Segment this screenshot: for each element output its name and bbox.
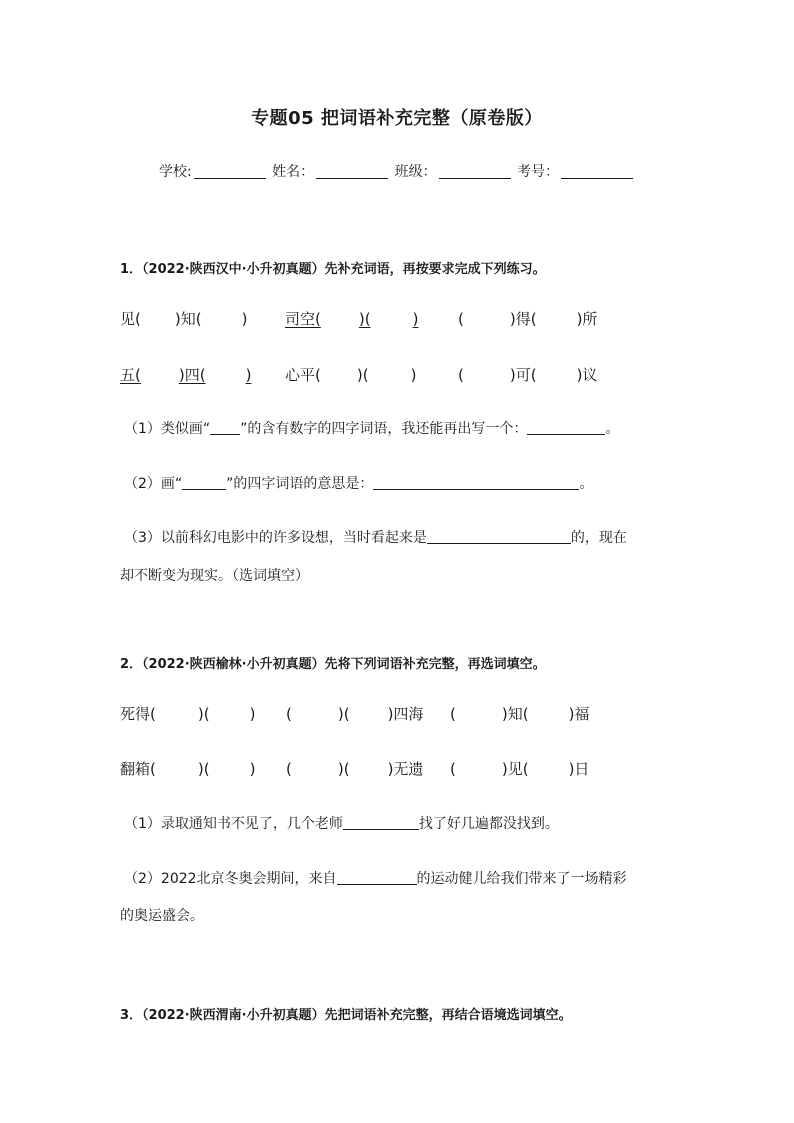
q1-sub2: （2）画“ ”的四字词语的意思是： 。: [124, 476, 594, 492]
q2-row1-item2: ( )( )四海: [286, 705, 424, 723]
q1-sub1-answer-blank[interactable]: [527, 419, 605, 435]
q2-sub2-answer-blank[interactable]: [337, 869, 417, 885]
q1-row1-item1: 见( )知( ): [120, 310, 248, 328]
q2-sub2-line2: 的奥运盛会。: [120, 908, 204, 924]
q1-row2-item1-underlined: 五( )四( ): [120, 366, 252, 384]
q1-row2-item3: ( )可( )议: [458, 366, 598, 384]
q1-sub2-answer-blank[interactable]: [373, 474, 579, 490]
q2-row2-item3: ( )见( )日: [450, 760, 590, 778]
school-label: 学校:: [158, 164, 192, 180]
q2-sub1: （1）录取通知书不见了，几个老师 找了好几遍都没找到。: [124, 816, 559, 832]
name-label: 姓名：: [272, 164, 315, 180]
q2-row1-item3: ( )知( )福: [450, 705, 590, 723]
q1-row2-item2: 心平( )( ): [285, 366, 417, 384]
question-2-heading: 2．（2022·陕西榆林·小升初真题）先将下列词语补充完整，再选词填空。: [120, 657, 546, 672]
q1-sub3-line1: （3）以前科幻电影中的许多设想，当时看起来是 的，现在: [124, 530, 627, 546]
number-label: 考号：: [517, 164, 560, 180]
q2-row2-item1: 翻箱( )( ): [120, 760, 256, 778]
school-blank[interactable]: [194, 162, 266, 179]
number-blank[interactable]: [561, 162, 633, 179]
page-title: 专题05 把词语补充完整（原卷版）: [251, 108, 543, 129]
q1-sub1: （1）类似画“ ”的含有数字的四字词语，我还能再出写一个： 。: [124, 421, 620, 437]
class-label: 班级：: [394, 164, 437, 180]
q1-sub3-line2: 却不断变为现实。（选词填空）: [120, 568, 309, 584]
q1-row1-item3: ( )得( )所: [458, 310, 598, 328]
name-blank[interactable]: [316, 162, 388, 179]
q2-row2-item2: ( )( )无遗: [286, 760, 424, 778]
q1-sub3-answer-blank[interactable]: [427, 528, 571, 544]
q2-row1-item1: 死得( )( ): [120, 705, 256, 723]
q2-sub2-line1: （2）2022北京冬奥会期间，来自 的运动健儿给我们带来了一场精彩: [124, 871, 627, 887]
question-1-heading: 1．（2022·陕西汉中·小升初真题）先补充词语，再按要求完成下列练习。: [120, 262, 546, 277]
student-info-line: [0, 161, 794, 181]
q1-row1-item2-underlined: 司空( )( ): [285, 310, 419, 328]
question-3-heading: 3．（2022·陕西渭南·小升初真题）先把词语补充完整，再结合语境选词填空。: [120, 1008, 572, 1023]
q2-sub1-answer-blank[interactable]: [343, 814, 419, 830]
class-blank[interactable]: [439, 162, 511, 179]
